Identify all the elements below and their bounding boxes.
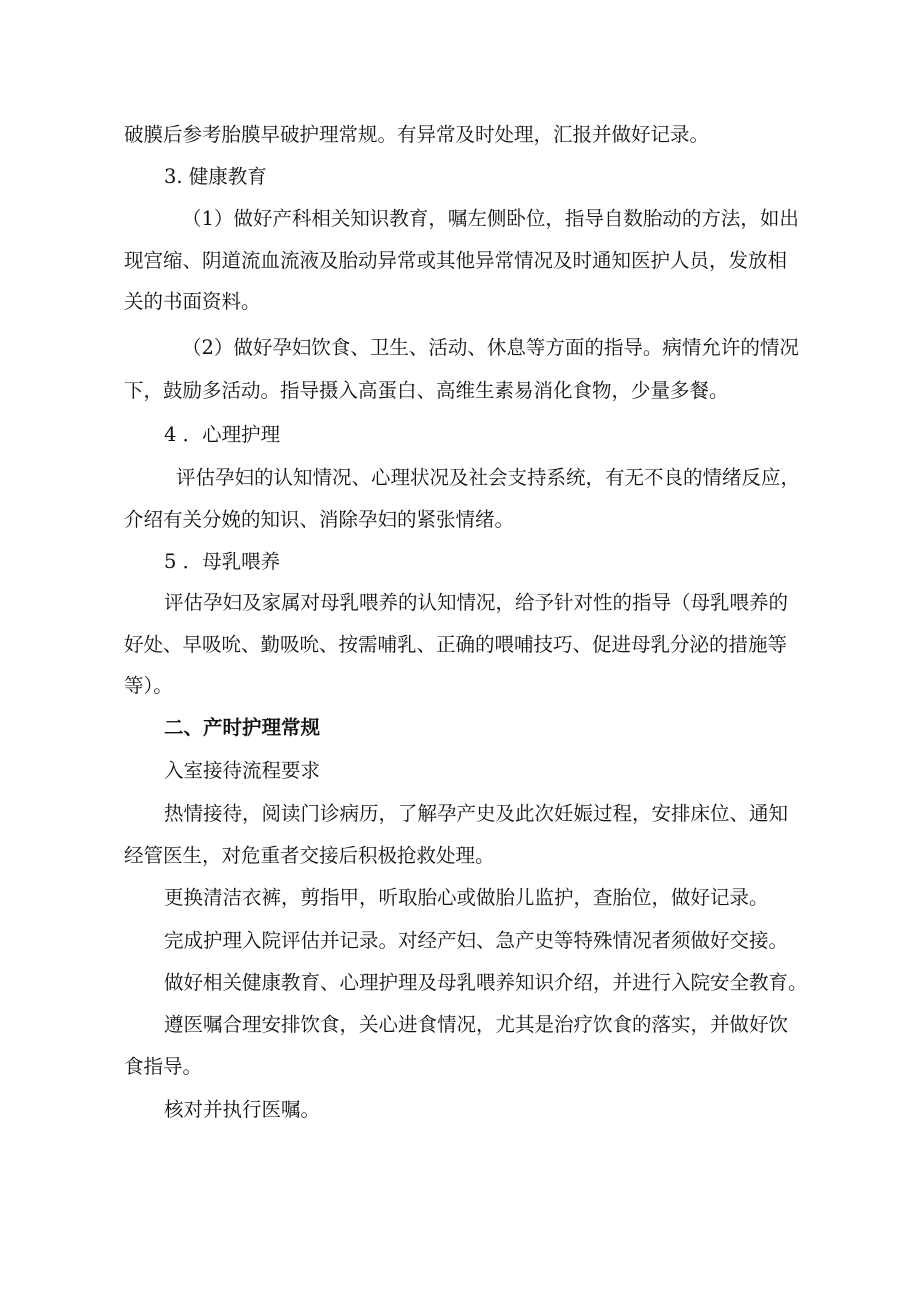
paragraph-line: 评估孕妇及家属对母乳喂养的认知情况，给予针对性的指导（母乳喂养的 [164, 591, 789, 614]
paragraph-line: （1）做好产科相关知识教育，嘱左侧卧位，指导自数胎动的方法，如出 [182, 207, 799, 230]
paragraph-line: 经管医生，对危重者交接后积极抢救处理。 [124, 844, 495, 867]
paragraph-line: 更换清洁衣裤，剪指甲，听取胎心或做胎儿监护，查胎位，做好记录。 [164, 886, 769, 909]
paragraph-line: 下，鼓励多活动。指导摄入高蛋白、高维生素易消化食物，少量多餐。 [124, 379, 729, 402]
paragraph-line: 破膜后参考胎膜早破护理常规。有异常及时处理，汇报并做好记录。 [124, 123, 710, 146]
paragraph-line: 完成护理入院评估并记录。对经产妇、急产史等特殊情况者须做好交接。 [164, 929, 789, 952]
section-heading: 3. 健康教育 [164, 165, 267, 188]
paragraph-line: 现宫缩、阴道流血流液及胎动异常或其他异常情况及时通知医护人员，发放相 [124, 249, 788, 272]
paragraph-line: 食指导。 [124, 1055, 203, 1078]
paragraph-line: 关的书面资料。 [124, 290, 261, 313]
section-heading: 5 ．母乳喂养 [164, 550, 281, 573]
paragraph-line: 核对并执行医嘱。 [164, 1098, 321, 1121]
subsection-heading: 入室接待流程要求 [164, 759, 321, 782]
paragraph-line: 等）。 [124, 674, 173, 697]
paragraph-line: 热情接待，阅读门诊病历，了解孕产史及此次妊娠过程，安排床位、通知 [164, 802, 789, 825]
paragraph-line: 介绍有关分娩的知识、消除孕妇的紧张情绪。 [124, 508, 515, 531]
paragraph-line: 好处、早吸吮、勤吸吮、按需哺乳、正确的喂哺技巧、促进母乳分泌的措施等 [124, 633, 788, 656]
section-heading: 4 ．心理护理 [164, 423, 281, 446]
paragraph-line: （2）做好孕妇饮食、卫生、活动、休息等方面的指导。病情允许的情况 [182, 336, 799, 359]
paragraph-line: 做好相关健康教育、心理护理及母乳喂养知识介绍，并进行入院安全教育。 [164, 971, 808, 994]
paragraph-line: 评估孕妇的认知情况、心理状况及社会支持系统，有无不良的情绪反应， [176, 466, 801, 489]
chapter-heading: 二、产时护理常规 [164, 716, 321, 739]
paragraph-line: 遵医嘱合理安排饮食，关心进食情况，尤其是治疗饮食的落实，并做好饮 [164, 1013, 789, 1036]
